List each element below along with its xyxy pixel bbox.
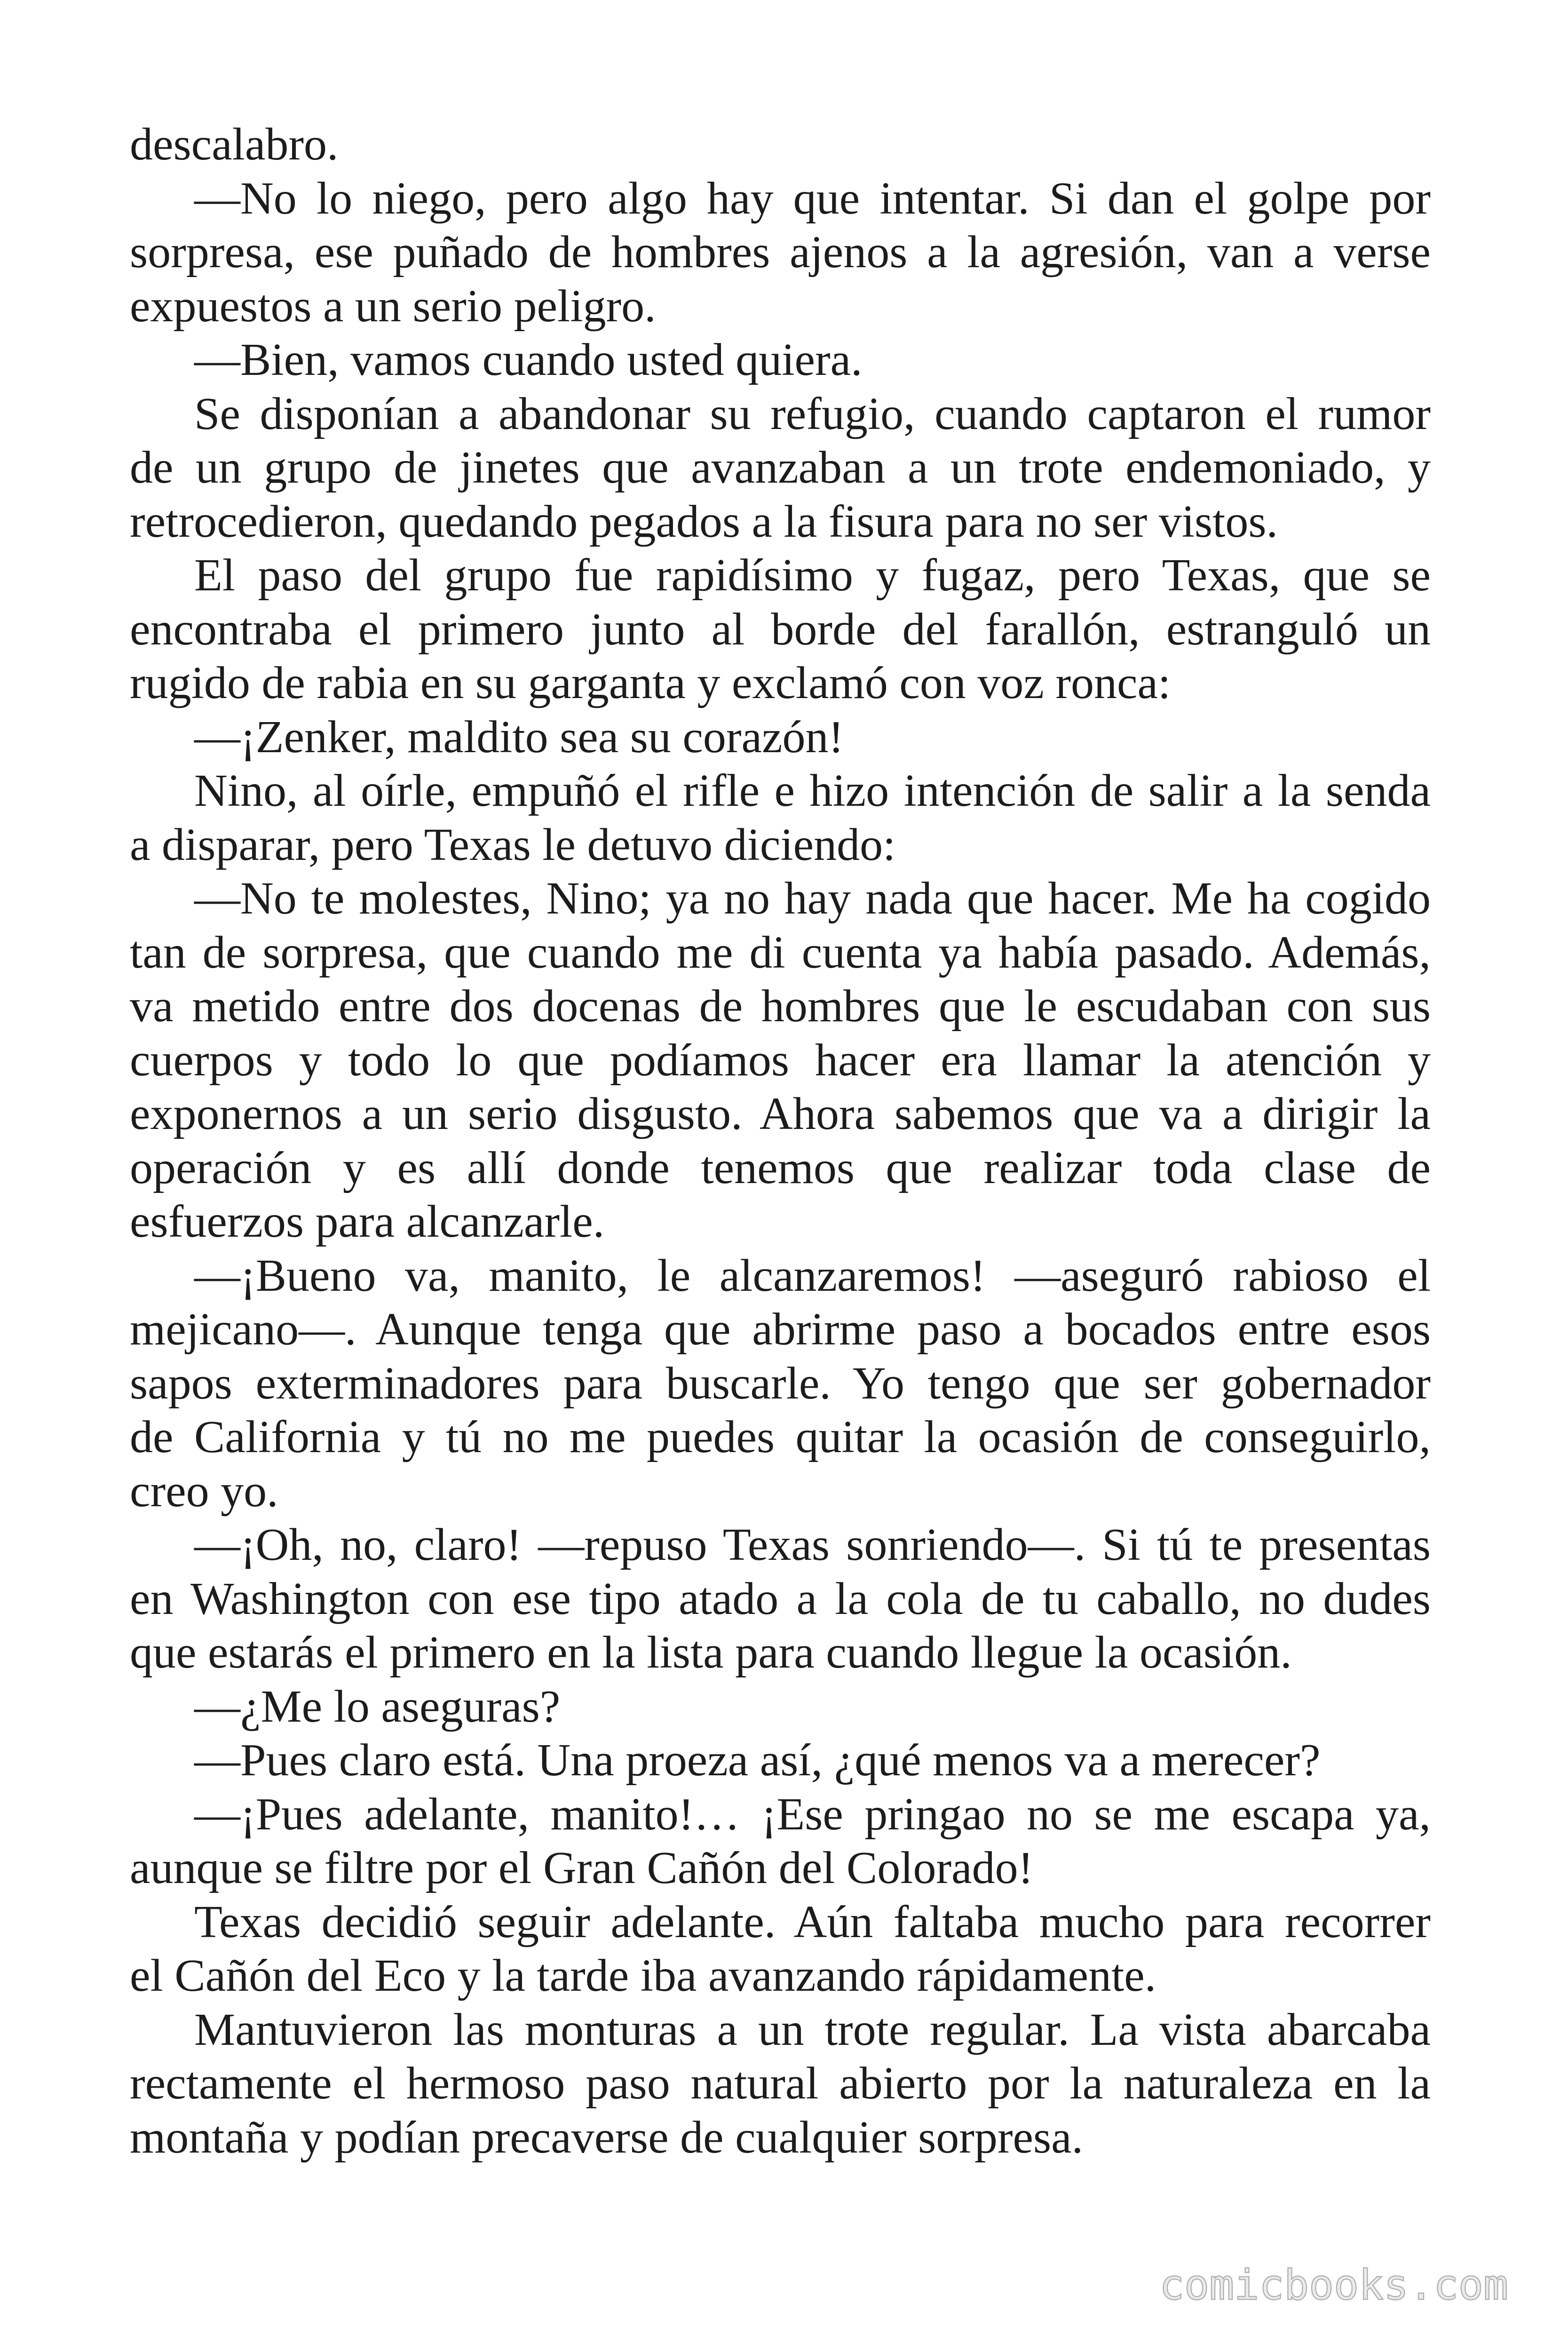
- paragraph: [130, 1518, 1431, 1680]
- text-line: —¡Oh, no, claro! —repuso Texas sonriendo—. Si tú te presentas: [194, 1519, 1431, 1570]
- text-line: aunque se filtre por el Gran Cañón del Colorado!: [130, 1843, 1034, 1893]
- paragraph: [130, 1895, 1431, 2003]
- text-line: que estarás el primero en la lista para cuando llegue la ocasión.: [130, 1627, 1292, 1678]
- paragraph: [130, 1788, 1431, 1895]
- text-line: va metido entre dos docenas de hombres que le escudaban con sus: [130, 981, 1431, 1032]
- text-line: —No lo niego, pero algo hay que intentar. Si dan el golpe por: [194, 173, 1431, 224]
- paragraph: [130, 2003, 1431, 2165]
- paragraph: [130, 172, 1431, 334]
- text-line: esfuerzos para alcanzarle.: [130, 1196, 605, 1247]
- text-line: en Washington con ese tipo atado a la cola de tu caballo, no dudes: [130, 1573, 1431, 1624]
- paragraph: [130, 548, 1431, 710]
- paragraph: [130, 387, 1431, 549]
- paragraph: [130, 1249, 1431, 1518]
- text-line: cuerpos y todo lo que podíamos hacer era llamar la atención y: [130, 1034, 1431, 1086]
- text-line: rectamente el hermoso paso natural abierto por la naturaleza en la: [130, 2058, 1431, 2109]
- text-line: Nino, al oírle, empuñó el rifle e hizo intención de salir a la senda: [194, 765, 1431, 816]
- text-line: creo yo.: [130, 1465, 278, 1517]
- text-line: mejicano—. Aunque tenga que abrirme paso a bocados entre esos: [130, 1304, 1431, 1355]
- paragraph: [130, 872, 1431, 1249]
- paragraph: [130, 1680, 1431, 1734]
- text-line: —¡Bueno va, manito, le alcanzaremos! —aseguró rabioso el: [194, 1250, 1431, 1301]
- body-text: [130, 118, 1431, 2164]
- text-line: retrocedieron, quedando pegados a la fisura para no ser vistos.: [130, 496, 1278, 547]
- text-line: operación y es allí donde tenemos que realizar toda clase de: [130, 1142, 1431, 1193]
- text-line: de un grupo de jinetes que avanzaban a un trote endemoniado, y: [130, 442, 1431, 493]
- paragraph: [130, 1733, 1431, 1788]
- text-line: —Bien, vamos cuando usted quiera.: [194, 334, 863, 385]
- watermark: comicbooks.com: [1159, 2261, 1508, 2309]
- text-line: expuestos a un serio peligro.: [130, 280, 656, 332]
- text-line: tan de sorpresa, que cuando me di cuenta ya había pasado. Además,: [130, 927, 1431, 978]
- text-line: montaña y podían precaverse de cualquier sorpresa.: [130, 2112, 1084, 2163]
- paragraph: [130, 118, 1431, 172]
- paragraph: [130, 333, 1431, 387]
- text-line: de California y tú no me puedes quitar la ocasión de conseguirlo,: [130, 1412, 1431, 1462]
- paragraph: [130, 764, 1431, 872]
- paragraph: [130, 710, 1431, 764]
- text-line: sorpresa, ese puñado de hombres ajenos a la agresión, van a verse: [130, 227, 1431, 278]
- text-line: —¿Me lo aseguras?: [194, 1681, 561, 1732]
- text-line: El paso del grupo fue rapidísimo y fugaz, pero Texas, que se: [194, 550, 1431, 601]
- text-line: —¡Pues adelante, manito!… ¡Ese pringao no se me escapa ya,: [194, 1788, 1431, 1840]
- text-line: encontraba el primero junto al borde del farallón, estranguló un: [130, 604, 1431, 655]
- text-line: Se disponían a abandonar su refugio, cuando captaron el rumor: [194, 388, 1431, 439]
- text-line: —¡Zenker, maldito sea su corazón!: [194, 711, 844, 763]
- text-line: descalabro.: [130, 119, 339, 170]
- text-line: exponernos a un serio disgusto. Ahora sabemos que va a dirigir la: [130, 1089, 1431, 1139]
- text-line: el Cañón del Eco y la tarde iba avanzando rápidamente.: [130, 1950, 1156, 2001]
- text-line: —Pues claro está. Una proeza así, ¿qué menos va a merecer?: [194, 1735, 1321, 1786]
- text-line: rugido de rabia en su garganta y exclamó con voz ronca:: [130, 658, 1171, 708]
- text-line: sapos exterminadores para buscarle. Yo tengo que ser gobernador: [130, 1358, 1431, 1409]
- text-line: Texas decidió seguir adelante. Aún faltaba mucho para recorrer: [194, 1896, 1431, 1947]
- text-line: Mantuvieron las monturas a un trote regular. La vista abarcaba: [194, 2004, 1431, 2055]
- text-line: —No te molestes, Nino; ya no hay nada que hacer. Me ha cogido: [194, 873, 1431, 924]
- text-line: a disparar, pero Texas le detuvo diciendo:: [130, 819, 896, 870]
